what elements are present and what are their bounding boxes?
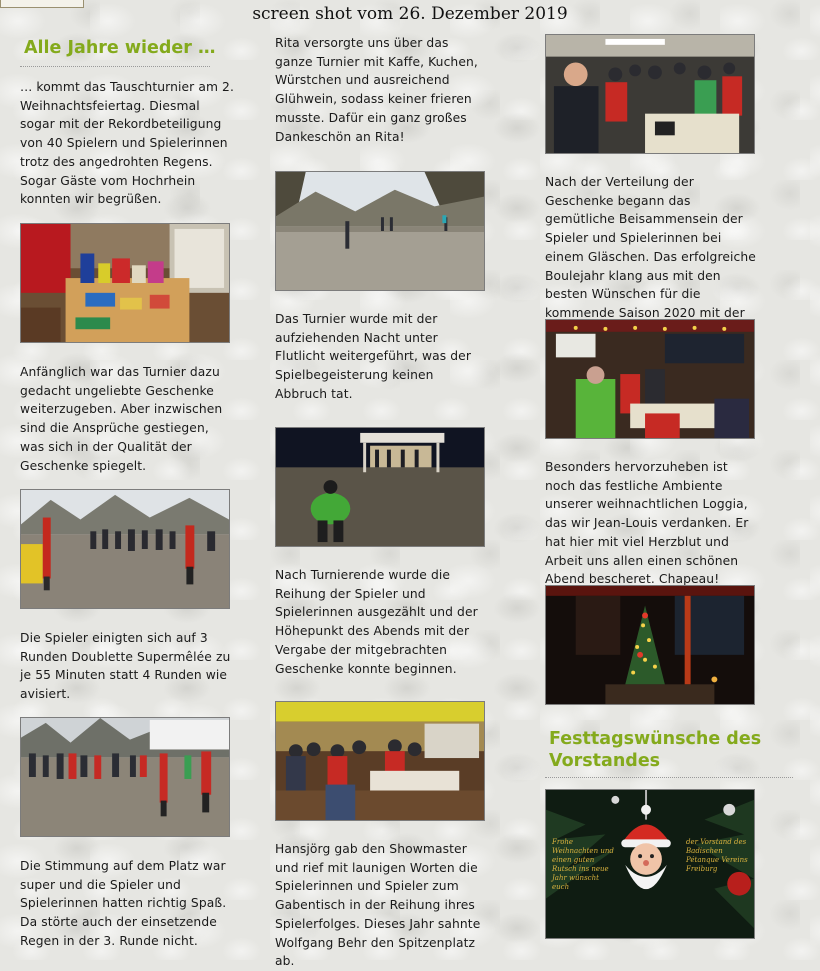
card-greeting-left: Frohe Weihnachten und einen guten Rutsch ins neue Jahr wünscht euch — [552, 838, 614, 891]
photo-christmas-tree[interactable] — [545, 585, 755, 705]
social-paragraph: Nach der Verteilung der Geschenke begann das gemütliche Beisammensein der Spieler und Spielerinnen bei einem Gläschen. Das erfolgreiche Boulejahr klang aus mit den besten Wünschen für die kommende Saison 2020 mit der — [545, 175, 756, 320]
heading-divider — [20, 66, 210, 67]
ambiente-paragraph: Besonders hervorzuheben ist noch das festliche Ambiente unserer weihnachtlichen Loggia, das wir Jean-Louis verdanken. Er hat hier mit viel Herzblut und Arbeit uns allen einen schönen Abend bescheret. Chapeau! — [545, 460, 749, 587]
photo-gift-table[interactable] — [20, 223, 230, 343]
photo-players-gathering[interactable] — [20, 489, 230, 609]
showmaster-paragraph: Hansjörg gab den Showmaster und rief mit launigen Worten die Spielerinnen und Spieler zum Gabentisch in der Reihung ihres Spielerfolges. Dieses Jahr sahnte Wolfgang Behr den Spitzenplatz ab. — [275, 842, 481, 969]
page-title: screen shot vom 26. Dezember 2019 — [252, 4, 568, 24]
greetings-heading: Festtagswünsche des Vorstandes — [549, 729, 762, 771]
floodlight-paragraph: Das Turnier wurde mit der aufziehenden Nacht unter Flutlicht weitergeführt, was der Spielbegeisterung keinen Abbruch tat. — [275, 312, 472, 401]
catering-paragraph: Rita versorgte uns über das ganze Turnier mit Kaffe, Kuchen, Würstchen und ausreichend Glühwein, sodass keiner frieren musste. Dafür ein ganz großes Dankeschön an Rita! — [275, 36, 478, 144]
gifts-paragraph: Anfänglich war das Turnier dazu gedacht ungeliebte Geschenke weiterzugeben. Aber inzwischen sind die Ansprüche gestiegen, was sich in der Qualität der Geschenke spiegelt. — [20, 365, 223, 473]
card-greeting-right: der Vorstand des Badischen Pétanque Vereins Freiburg — [686, 838, 748, 873]
photo-loggia-gathering[interactable] — [545, 319, 755, 439]
intro-paragraph: … kommt das Tauschturnier am 2. Weihnachtsfeiertag. Diesmal sogar mit der Rekordbeteiligung von 40 Spielern und Spielerinnen trotz des angedrohten Regens. Sogar Gäste vom Hochrhein konnten wir begrüßen. — [20, 80, 234, 207]
photo-gift-ceremony[interactable] — [275, 701, 485, 821]
section-heading: Alle Jahre wieder … — [24, 38, 216, 58]
ranking-paragraph: Nach Turnierende wurde die Reihung der Spieler und Spielerinnen ausgezählt und der Höhepunkt des Abends mit der Vergabe der mitgebrachten Geschenke konnte beginnen. — [275, 568, 478, 676]
mood-paragraph: Die Stimmung auf dem Platz war super und die Spieler und Spielerinnen hatten richtig Spaß. Da störte auch der einsetzende Regen in der 3. Runde nicht. — [20, 859, 227, 948]
photo-outdoor-play[interactable] — [20, 717, 230, 837]
photo-boule-court[interactable] — [275, 171, 485, 291]
heading-divider — [545, 777, 793, 778]
photo-party-tables[interactable] — [545, 34, 755, 154]
format-paragraph: Die Spieler einigten sich auf 3 Runden Doublette Supermêlée zu je 55 Minuten statt 4 Runden wie avisiert. — [20, 631, 231, 702]
photo-night-play[interactable] — [275, 427, 485, 547]
photo-santa-ornament-card[interactable] — [545, 789, 755, 939]
